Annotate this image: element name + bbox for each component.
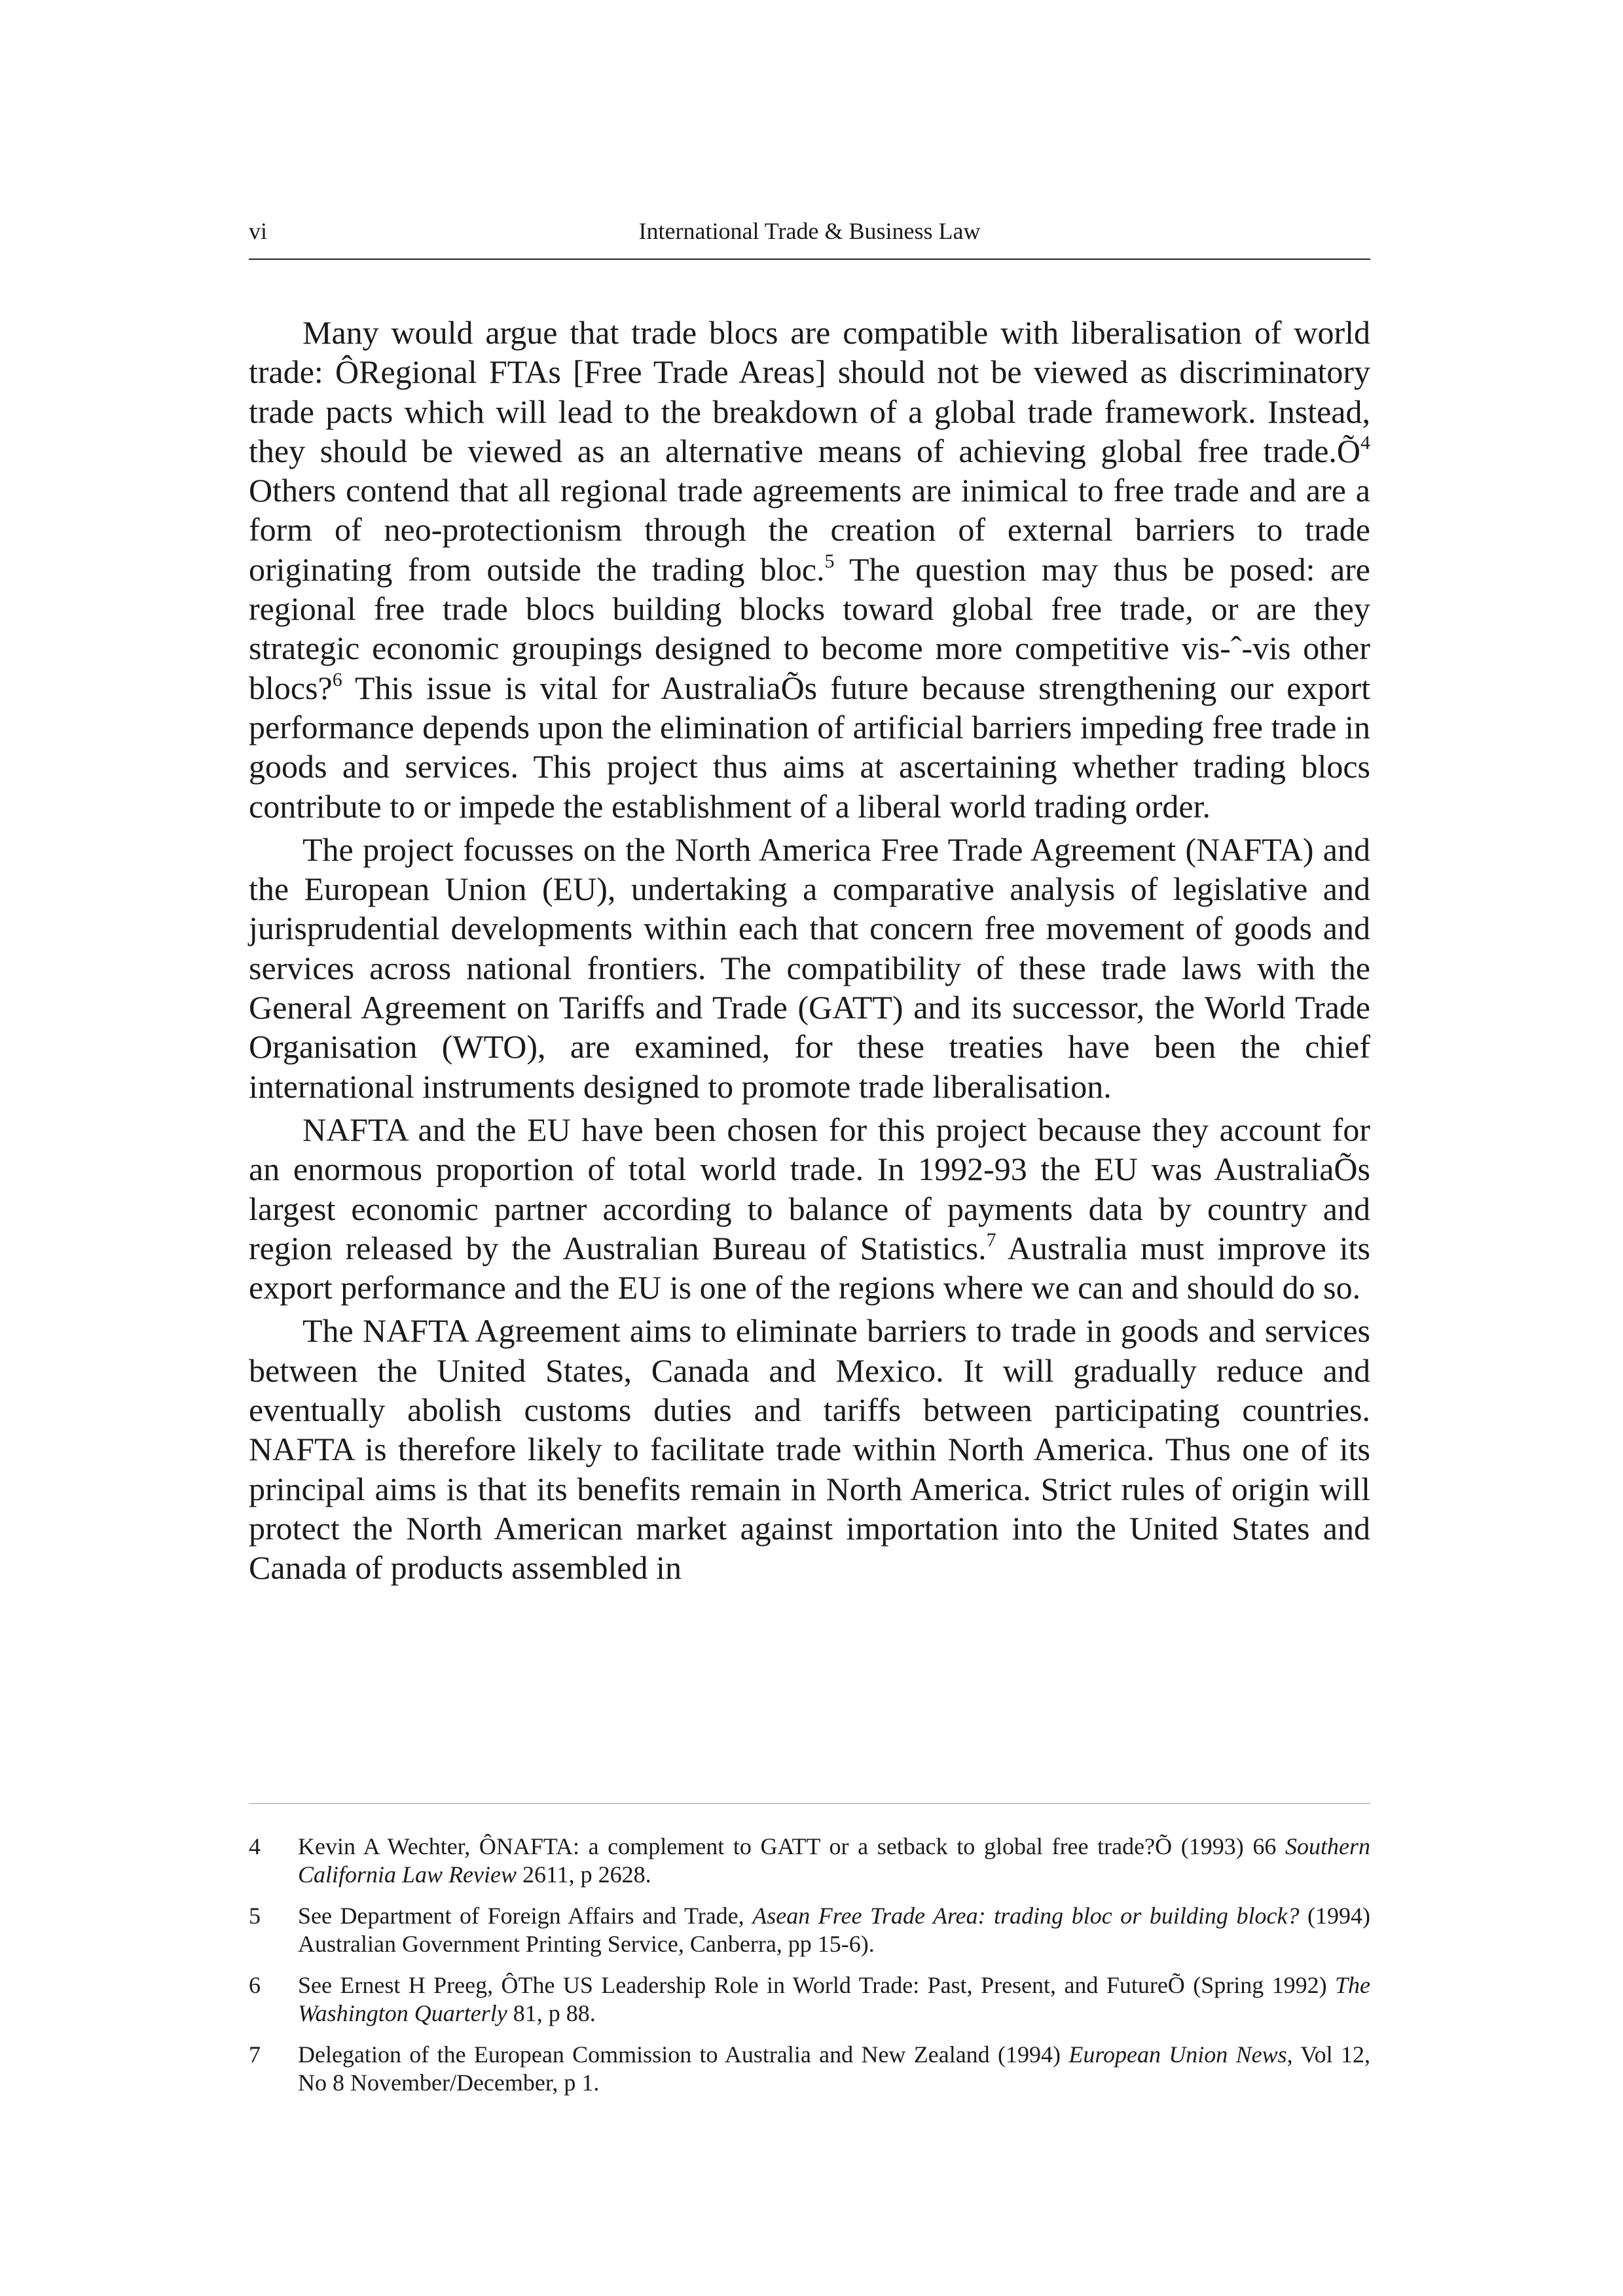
text-run: The question may thus be posed: are regional free trade blocs building blocks toward global free trade, or are they strategic economic groupings designed to become more competitive vis-ˆ-vis other blocs?: [249, 550, 1370, 706]
footnote-divider: [249, 1803, 1370, 1804]
text-run: See Department of Foreign Affairs and Trade,: [298, 1903, 753, 1929]
text-run: The NAFTA Agreement aims to eliminate barriers to trade in goods and services between the United States, Canada and Mexico. It will gradually reduce and eventually abolish customs duties and tariffs between participating countries. NAFTA is therefore likely to facilitate trade within North America. Thus one of its principal aims is that its benefits remain in North America. Strict rules of origin will protect the North American market against importation into the United States and Canada of products assembled in: [249, 1312, 1370, 1587]
text-run: This issue is vital for AustraliaÕs future because strengthening our export performance depends upon the elimination of artificial barriers impeding free trade in goods and services. This project thus aims at ascertaining whether trading blocs contribute to or impede the establishment of a liberal world trading order.: [249, 669, 1370, 825]
footnotes: [249, 1833, 1370, 2110]
text-run: The project focusses on the North America Free Trade Agreement (NAFTA) and the European Union (EU), undertaking a comparative analysis of legislative and jurisprudential developments within each that concern free movement of goods and services across national frontiers. The compatibility of these trade laws with the General Agreement on Tariffs and Trade (GATT) and its successor, the World Trade Organisation (WTO), are examined, for these treaties have been the chief international instruments designed to promote trade liberalisation.: [249, 831, 1370, 1105]
body-paragraph: [249, 1311, 1370, 1587]
body-paragraph: [249, 313, 1370, 826]
text-run: Many would argue that trade blocs are compatible with liberalisation of world trade: ÔRegional FTAs [Free Trade Areas] should not be viewed as discriminatory trade pacts which will lead to the breakdown of a global trade framework. Instead, they should be viewed as an alternative means of achieving global free trade.Õ: [249, 314, 1370, 469]
body-text: [249, 313, 1370, 1588]
footnote-number: 4: [249, 1833, 261, 1859]
text-run: Delegation of the European Commission to Australia and New Zealand (1994): [298, 2041, 1069, 2068]
text-run: 2611, p 2628.: [517, 1861, 651, 1888]
text-run: (1994) Australian Government Printing Service, Canberra, pp 15-6).: [298, 1903, 1371, 1957]
running-title: International Trade & Business Law: [638, 218, 981, 244]
footnote-ref: 4: [1360, 431, 1370, 454]
text-run: Others contend that all regional trade agreements are inimical to free trade and are a form of neo-protectionism through the creation of external barriers to trade originating from outside the trading bloc.: [249, 472, 1370, 588]
text-run: See Ernest H Preeg, ÔThe US Leadership Role in World Trade: Past, Present, and FutureÕ (Spring 1992): [298, 1972, 1335, 1998]
footnote-text: [298, 1902, 1370, 1958]
footnote-ref: 6: [332, 668, 342, 691]
footnote-text: [298, 1833, 1370, 1889]
footnote-text: [298, 1971, 1370, 2028]
footnote: [249, 1902, 1370, 1958]
footnote-number: 6: [249, 1972, 261, 1998]
footnote: [249, 1833, 1370, 1889]
text-run: NAFTA and the EU have been chosen for this project because they account for an enormous proportion of total world trade. In 1992-93 the EU was AustraliaÕs largest economic partner according to balance of payments data by country and region released by the Australian Bureau of Statistics.: [249, 1111, 1370, 1266]
italic-title: Asean Free Trade Area: trading bloc or building block?: [752, 1903, 1300, 1929]
footnote-number: 7: [249, 2041, 261, 2068]
running-header: [249, 209, 1370, 262]
italic-title: European Union News: [1068, 2041, 1287, 2068]
footnote: [249, 2041, 1370, 2097]
footnote: [249, 1971, 1370, 2028]
italic-title: The Washington Quarterly: [298, 1972, 1370, 2026]
footnote-ref: 5: [824, 550, 835, 572]
text-run: Australia must improve its export performance and the EU is one of the regions where we can and should do so.: [249, 1229, 1370, 1306]
footnote-ref: 7: [986, 1229, 996, 1251]
footnote-number: 5: [249, 1903, 261, 1929]
page-number: vi: [249, 218, 268, 244]
text-run: Kevin A Wechter, ÔNAFTA: a complement to GATT or a setback to global free trade?Õ (1993) 66: [298, 1833, 1285, 1859]
header-divider: [249, 259, 1370, 260]
body-paragraph: [249, 1110, 1370, 1307]
italic-title: Southern California Law Review: [298, 1833, 1370, 1888]
footnote-text: [298, 2041, 1370, 2097]
text-run: 81, p 88.: [507, 2000, 596, 2026]
text-run: , Vol 12, No 8 November/December, p 1.: [298, 2041, 1371, 2096]
body-paragraph: [249, 830, 1370, 1106]
